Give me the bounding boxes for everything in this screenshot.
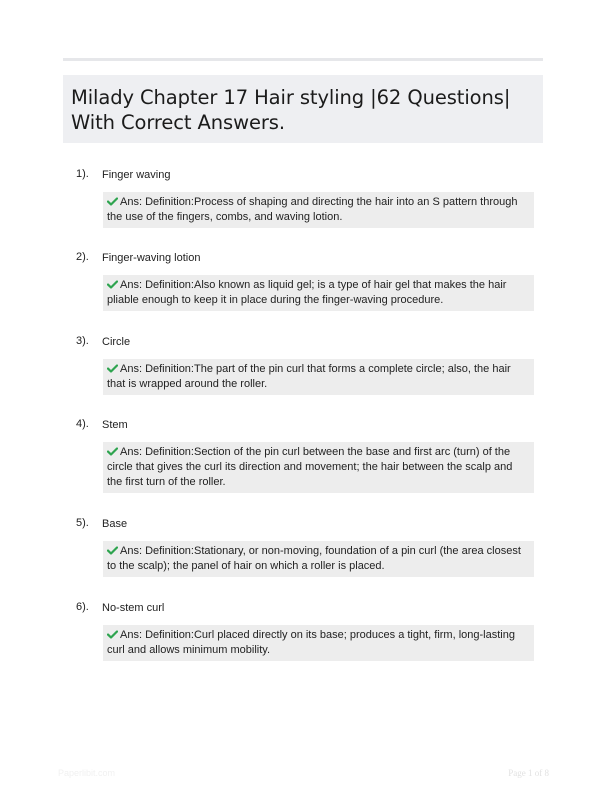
answer-text: Ans: Definition:The part of the pin curl that forms a complete circle; also, the hair that is wrapped around the roller. <box>107 363 511 390</box>
question-term: Circle <box>102 336 131 348</box>
checkmark-icon <box>107 546 118 555</box>
checkmark-icon <box>107 630 118 639</box>
checkmark-icon <box>107 280 118 289</box>
page-number: Page 1 of 8 <box>508 768 549 778</box>
question-number: 4). <box>76 418 89 430</box>
answer-text: Ans: Definition:Process of shaping and directing the hair into an S pattern through the use of the fingers, combs, and waving lotion. <box>107 196 518 223</box>
question-term: Finger-waving lotion <box>102 252 201 264</box>
answer-text: Ans: Definition:Also known as liquid gel; is a type of hair gel that makes the hair pliable enough to keep it in place during the finger-waving procedure. <box>107 279 507 306</box>
question-number: 2). <box>76 251 89 263</box>
answer-box <box>103 192 534 228</box>
checkmark-icon <box>107 447 118 456</box>
checkmark-icon <box>107 364 118 373</box>
question-number: 1). <box>76 168 89 180</box>
question-number: 6). <box>76 601 89 613</box>
answer-text: Ans: Definition:Stationary, or non-moving, foundation of a pin curl (the area closest to the scalp); the panel of hair on which a roller is placed. <box>107 545 521 572</box>
checkmark-icon <box>107 197 118 206</box>
title-banner <box>63 75 543 143</box>
top-divider <box>63 58 543 61</box>
footer-watermark: Paperlibit.com <box>58 768 116 778</box>
answer-text: Ans: Definition:Section of the pin curl between the base and first arc (turn) of the circle that gives the curl its direction and movement; the hair between the scalp and the first turn of the roller. <box>107 446 513 488</box>
answer-box <box>103 541 534 577</box>
question-term: Base <box>102 518 128 530</box>
question-number: 3). <box>76 335 89 347</box>
answer-box <box>103 625 534 661</box>
question-term: No-stem curl <box>102 602 165 614</box>
answer-text: Ans: Definition:Curl placed directly on its base; produces a tight, firm, long-lasting curl and allows minimum mobility. <box>107 629 515 656</box>
answer-box <box>103 359 534 395</box>
question-term: Stem <box>102 419 128 431</box>
question-term: Finger waving <box>102 169 171 181</box>
page-title: Milady Chapter 17 Hair styling |62 Questions| With Correct Answers. <box>71 86 511 134</box>
question-number: 5). <box>76 517 89 529</box>
answer-box <box>103 442 534 493</box>
answer-box <box>103 275 534 311</box>
